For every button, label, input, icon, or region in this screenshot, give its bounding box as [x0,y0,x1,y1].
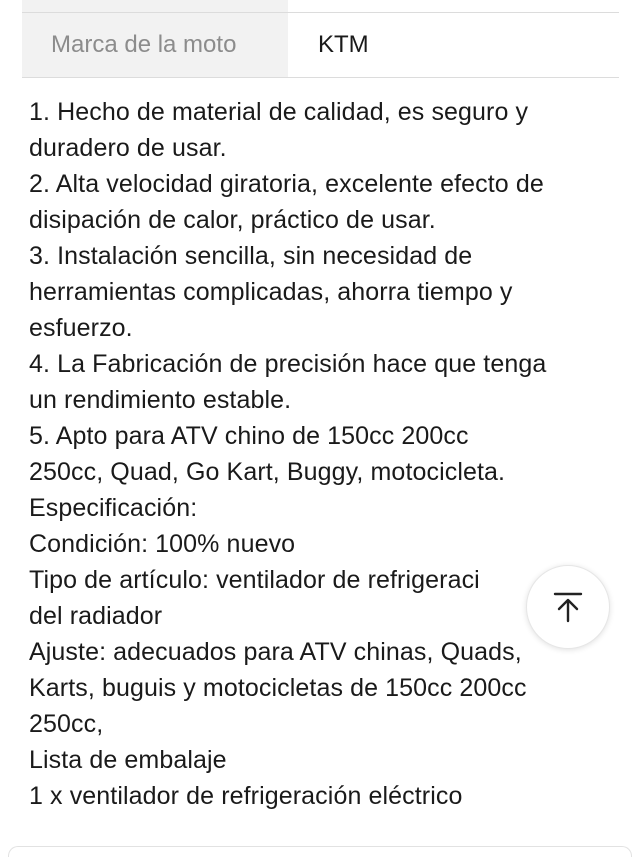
description-line: Lista de embalaje [29,746,227,774]
description-line: Tipo de artículo: ventilador de refrigeraci [29,566,480,594]
description-line: esfuerzo. [29,314,133,342]
spec-row-brand [22,13,619,78]
description-line: disipación de calor, práctico de usar. [29,206,436,234]
description-line: 5. Apto para ATV chino de 150cc 200cc [29,422,469,450]
next-card-edge [8,846,632,857]
spec-row-previous [22,0,619,13]
description-line: Condición: 100% nuevo [29,530,296,558]
description-line: 1. Hecho de material de calidad, es seguro y [29,98,529,126]
spec-value: KTM [318,31,369,58]
description-line: 4. La Fabricación de precisión hace que tenga [29,350,547,378]
description-line: Especificación: [29,494,198,522]
arrow-up-to-top-icon [551,590,585,624]
description-line: herramientas complicadas, ahorra tiempo y [29,278,513,306]
back-to-top-button[interactable] [526,565,610,649]
description-line: duradero de usar. [29,134,227,162]
spec-table [22,0,619,78]
description-line: 3. Instalación sencilla, sin necesidad de [29,242,473,270]
description-line: Ajuste: adecuados para ATV chinas, Quads, [29,638,522,666]
description-line: 250cc, [29,710,104,738]
description-line: del radiador [29,602,163,630]
spec-label-cell [22,0,288,12]
description-line: Karts, buguis y motocicletas de 150cc 200cc [29,674,527,702]
description-line: un rendimiento estable. [29,386,292,414]
description-line: 250cc, Quad, Go Kart, Buggy, motocicleta. [29,458,506,486]
product-description [29,94,619,814]
description-line: 1 x ventilador de refrigeración eléctrico [29,782,463,810]
spec-label: Marca de la moto [22,13,288,77]
description-line: 2. Alta velocidad giratoria, excelente efecto de [29,170,544,198]
